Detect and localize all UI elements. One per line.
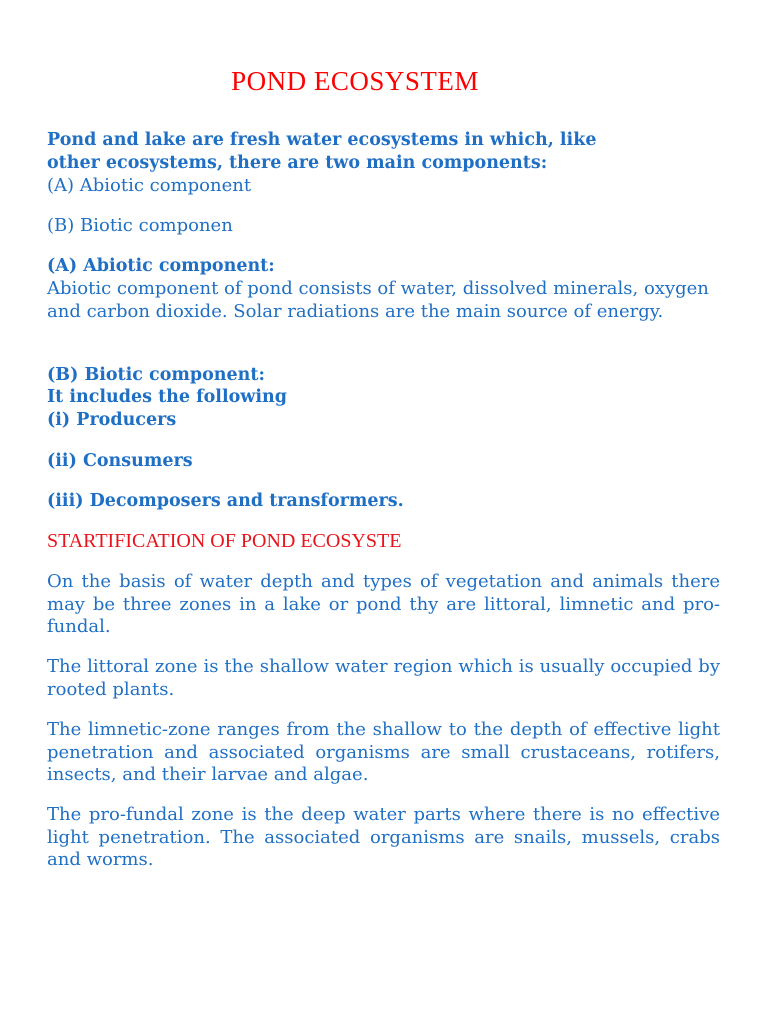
document-title: POND ECOSYSTEM — [231, 66, 479, 96]
abiotic-text: Abiotic component of pond consists of water, dissolved minerals, oxygen and carbon dioxide. Solar radiations are the main source of energy. — [47, 278, 709, 322]
intro-line-1: Pond and lake are fresh water ecosystems in which, like — [47, 130, 597, 150]
stratification-para-3: The limnetic-zone ranges from the shallow to the depth of effective light penetration and associated organisms are small crustaceans, rotifers, insects, and their larvae and algae. — [47, 719, 720, 785]
stratification-para-1: On the basis of water depth and types of vegetation and animals there may be three zones in a lake or pond thy are littoral, limnetic and pro-fundal. — [47, 571, 720, 637]
biotic-subheading: It includes the following — [47, 387, 287, 407]
intro-line-2: other ecosystems, there are two main components: — [47, 153, 548, 173]
biotic-producers: (i) Producers — [47, 410, 177, 430]
intro-item-a: (A) Abiotic component — [47, 175, 252, 196]
stratification-heading: STARTIFICATION OF POND ECOSYSTE — [47, 530, 402, 552]
stratification-para-4: The pro-fundal zone is the deep water parts where there is no effective light penetration. The associated organisms are snails, mussels, crabs and worms. — [47, 804, 720, 870]
biotic-decomposers: (iii) Decomposers and transformers. — [47, 491, 404, 511]
intro-item-b: (B) Biotic componen — [47, 215, 233, 236]
stratification-para-2: The littoral zone is the shallow water region which is usually occupied by rooted plants. — [47, 656, 720, 700]
abiotic-heading: (A) Abiotic component: — [47, 256, 275, 276]
biotic-consumers: (ii) Consumers — [47, 451, 193, 471]
biotic-heading: (B) Biotic component: — [47, 365, 265, 385]
